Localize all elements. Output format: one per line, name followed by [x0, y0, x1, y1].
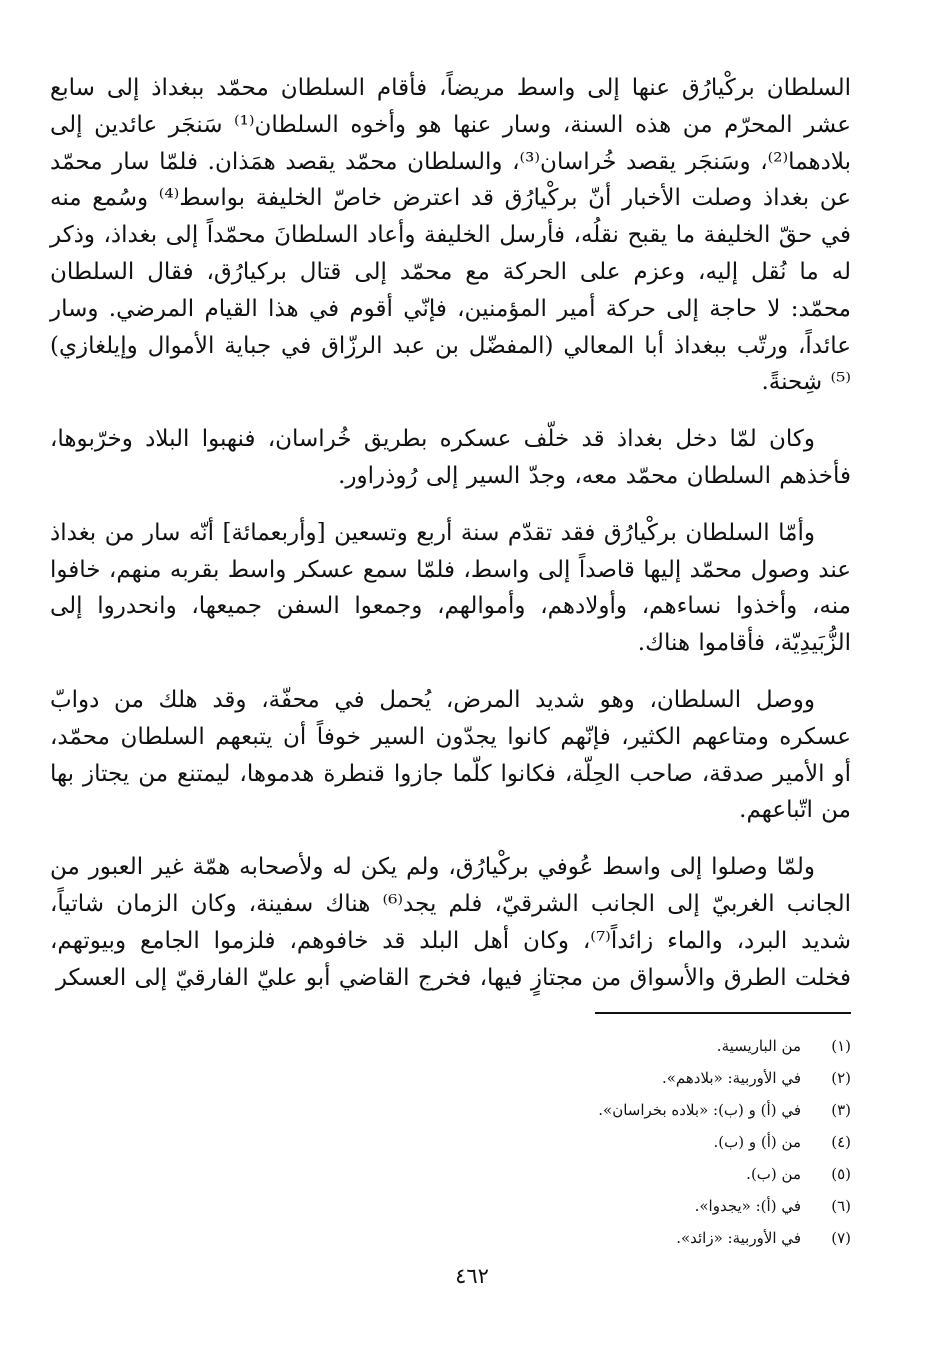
footnote-number: (٢) — [831, 1069, 851, 1087]
footnote-number: (٧) — [831, 1229, 851, 1247]
footnote-item — [251, 1062, 851, 1094]
footnote-text: من الباريسية. — [716, 1037, 801, 1055]
footnote-text: في الأوربية: «بلادهم». — [661, 1069, 801, 1087]
footnote-text: من (أ) و (ب). — [713, 1133, 801, 1151]
footnote-number: (٤) — [831, 1133, 851, 1151]
paragraph-4: ووصل السلطان، وهو شديد المرض، يُحمل في محفّة، وقد هلك من دوابّ عسكره ومتاعهم الكثير، فإنّهم كانوا يجدّون السير خوفاً أن يتبعهم السلطان محمّد، أو الأمير صدقة، صاحب الحِلّة، فكانوا كلّما جازوا قنطرة هدموها، ليمتنع من يجتاز بها من اتّباعهم. — [50, 686, 851, 824]
footnote-item — [251, 1094, 851, 1126]
paragraph-5: ولمّا وصلوا إلى واسط عُوفي بركْيارُق، ولم يكن له ولأصحابه همّة غير العبور من الجانب الغربيّ إلى الجانب الشرقيّ، فلم يجد⁽⁶⁾ هناك سفينة، وكان الزمان شاتياً، شديد البرد، والماء زائداً⁽⁷⁾، وكان أهل البلد قد خافوهم، فلزموا الجامع وبيوتهم، فخلت الطرق والأسواق من مجتازٍ فيها، فخرج القاضي أبو عليّ الفارقيّ إلى العسكر — [50, 854, 852, 991]
footnote-number: (٥) — [831, 1165, 851, 1183]
body-text — [50, 70, 851, 996]
paragraph-3: وأمّا السلطان بركْيارُق فقد تقدّم سنة أربع وتسعين [وأربعمائة] أنّه سار من بغداذ عند وصول محمّد إليها قاصداً إلى واسط، فلمّا سمع عسكر واسط بقربه منهم، خافوا منه، وأخذوا نساءهم، وأولادهم، وأموالهم، وجمعوا السفن جميعها، وانحدروا إلى الزُّبَيدِيّة، فأقاموا هناك. — [50, 519, 851, 657]
footnote-item — [251, 1222, 851, 1254]
footnote-item — [251, 1190, 851, 1222]
footnote-text: من (ب). — [746, 1165, 801, 1183]
page-number: ٤٦٢ — [455, 1264, 489, 1288]
footnote-item — [251, 1158, 851, 1190]
footnote-text: في الأوربية: «زائد». — [676, 1229, 801, 1247]
footnote-number: (٦) — [831, 1197, 851, 1215]
paragraph-1: السلطان بركْيارُق عنها إلى واسط مريضاً، فأقام السلطان محمّد ببغداذ إلى سابع عشر المحرّم من هذه السنة، وسار عنها هو وأخوه السلطان⁽¹⁾ سَنجَر عائدين إلى بلادهما⁽²⁾، وسَنجَر يقصد خُراسان⁽³⁾، والسلطان محمّد يقصد همَذان. فلمّا سار محمّد عن بغداذ وصلت الأخبار أنّ بركْيارُق قد اعترض خاصّ الخليفة بواسط⁽⁴⁾ وسُمع منه في حقّ الخليفة ما يقبح نقلُه، فأرسل الخليفة وأعاد السلطانَ محمّداً إلى بغداذ، وذكر له ما نُقل إليه، وعزم على الحركة مع محمّد إلى قتال بركيارُق، فقال السلطان محمّد: لا حاجة إلى حركة أمير المؤمنين، فإنّي أقوم في هذا القيام المرضي. وسار عائداً، ورتّب ببغداذ أبا المعالي (المفضّل بن عبد الرزّاق في جباية الأموال وإيلغازي)⁽⁵⁾ شِحنةً. — [50, 75, 852, 396]
footnote-item — [251, 1030, 851, 1062]
footnote-number: (٣) — [831, 1101, 851, 1119]
paragraph-2: وكان لمّا دخل بغداذ قد خلّف عسكره بطريق خُراسان، فنهبوا البلاد وخرّبوها، فأخذهم السلطان محمّد معه، وجدّ السير إلى رُوذراور. — [50, 426, 851, 489]
footnote-divider — [595, 1012, 851, 1014]
footnote-text: في (أ): «يجدوا». — [694, 1197, 801, 1215]
footnote-text: في (أ) و (ب): «بلاده بخراسان». — [598, 1101, 801, 1119]
footnote-item — [251, 1126, 851, 1158]
footnotes-list — [251, 1030, 851, 1254]
footnote-number: (١) — [831, 1037, 851, 1055]
